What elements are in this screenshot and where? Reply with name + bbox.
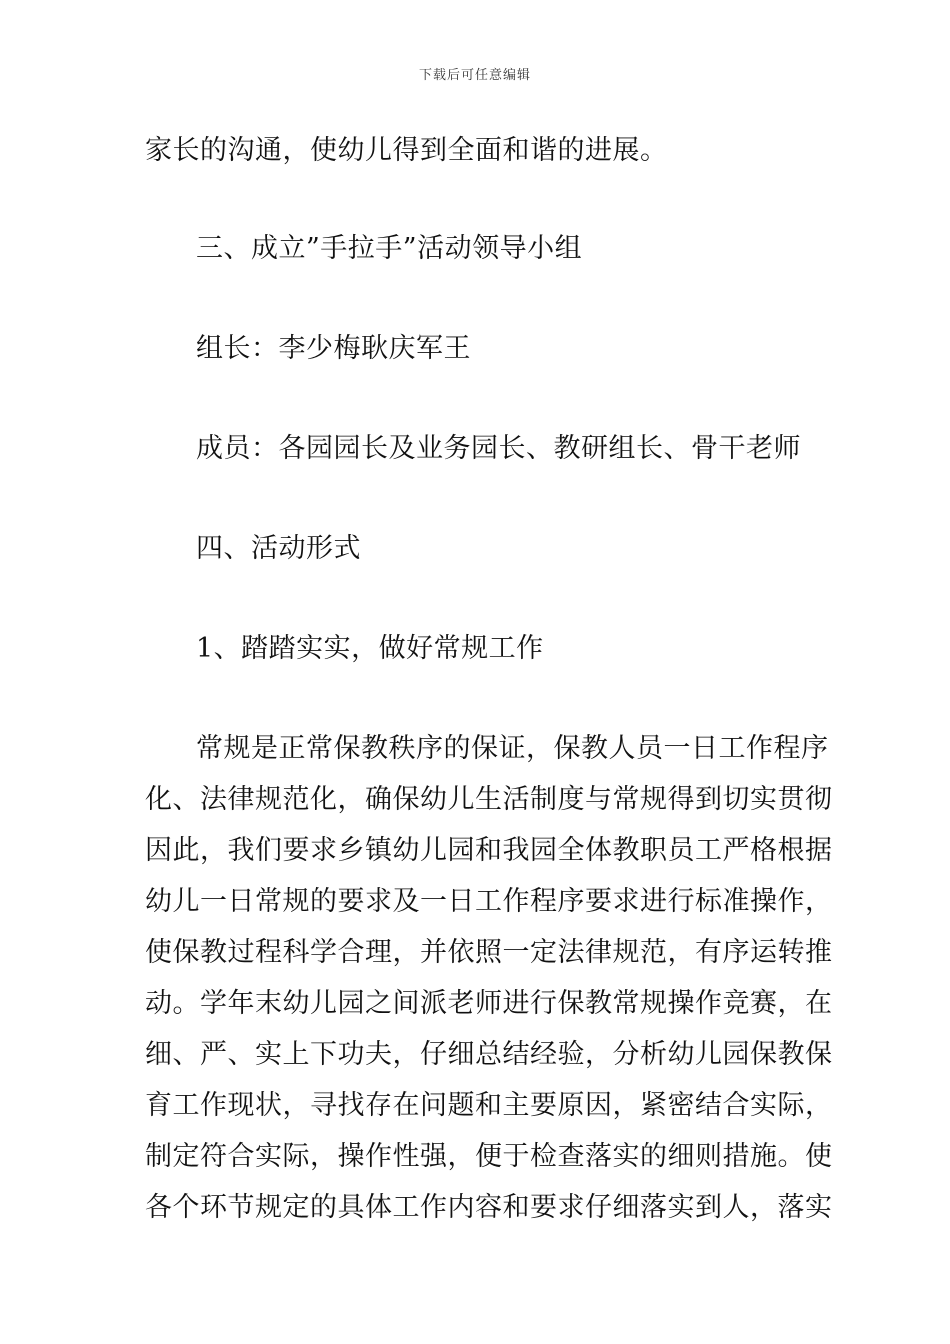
members-line: 成员：各园园长及业务园长、教研组长、骨干老师	[196, 433, 801, 464]
item-one-heading: 1、踏踏实实，做好常规工作	[196, 633, 544, 664]
paragraph-line: 制定符合实际，操作性强，便于检查落实的细则措施。使	[145, 1141, 833, 1172]
paragraph-line: 使保教过程科学合理，并依照一定法律规范，有序运转推	[145, 937, 833, 968]
leaders-line: 组长：李少梅耿庆军王	[196, 333, 471, 364]
section-three-heading: 三、成立”手拉手”活动领导小组	[196, 233, 583, 264]
paragraph-line: 各个环节规定的具体工作内容和要求仔细落实到人，落实	[145, 1192, 833, 1223]
continuation-line: 家长的沟通，使幼儿得到全面和谐的进展。	[145, 135, 668, 166]
paragraph-line: 动。学年末幼儿园之间派老师进行保教常规操作竞赛，在	[145, 988, 833, 1019]
paragraph-line: 常规是正常保教秩序的保证，保教人员一日工作程序	[196, 733, 829, 764]
section-four-heading: 四、活动形式	[196, 533, 361, 564]
paragraph-line: 化、法律规范化，确保幼儿生活制度与常规得到切实贯彻	[145, 784, 833, 815]
paragraph-line: 细、严、实上下功夫，仔细总结经验，分析幼儿园保教保	[145, 1039, 833, 1070]
paragraph-line: 因此，我们要求乡镇幼儿园和我园全体教职员工严格根据	[145, 835, 833, 866]
page-header: 下载后可任意编辑	[418, 68, 531, 83]
paragraph-line: 幼儿一日常规的要求及一日工作程序要求进行标准操作，	[145, 886, 833, 917]
paragraph-line: 育工作现状，寻找存在问题和主要原因，紧密结合实际，	[145, 1090, 833, 1121]
